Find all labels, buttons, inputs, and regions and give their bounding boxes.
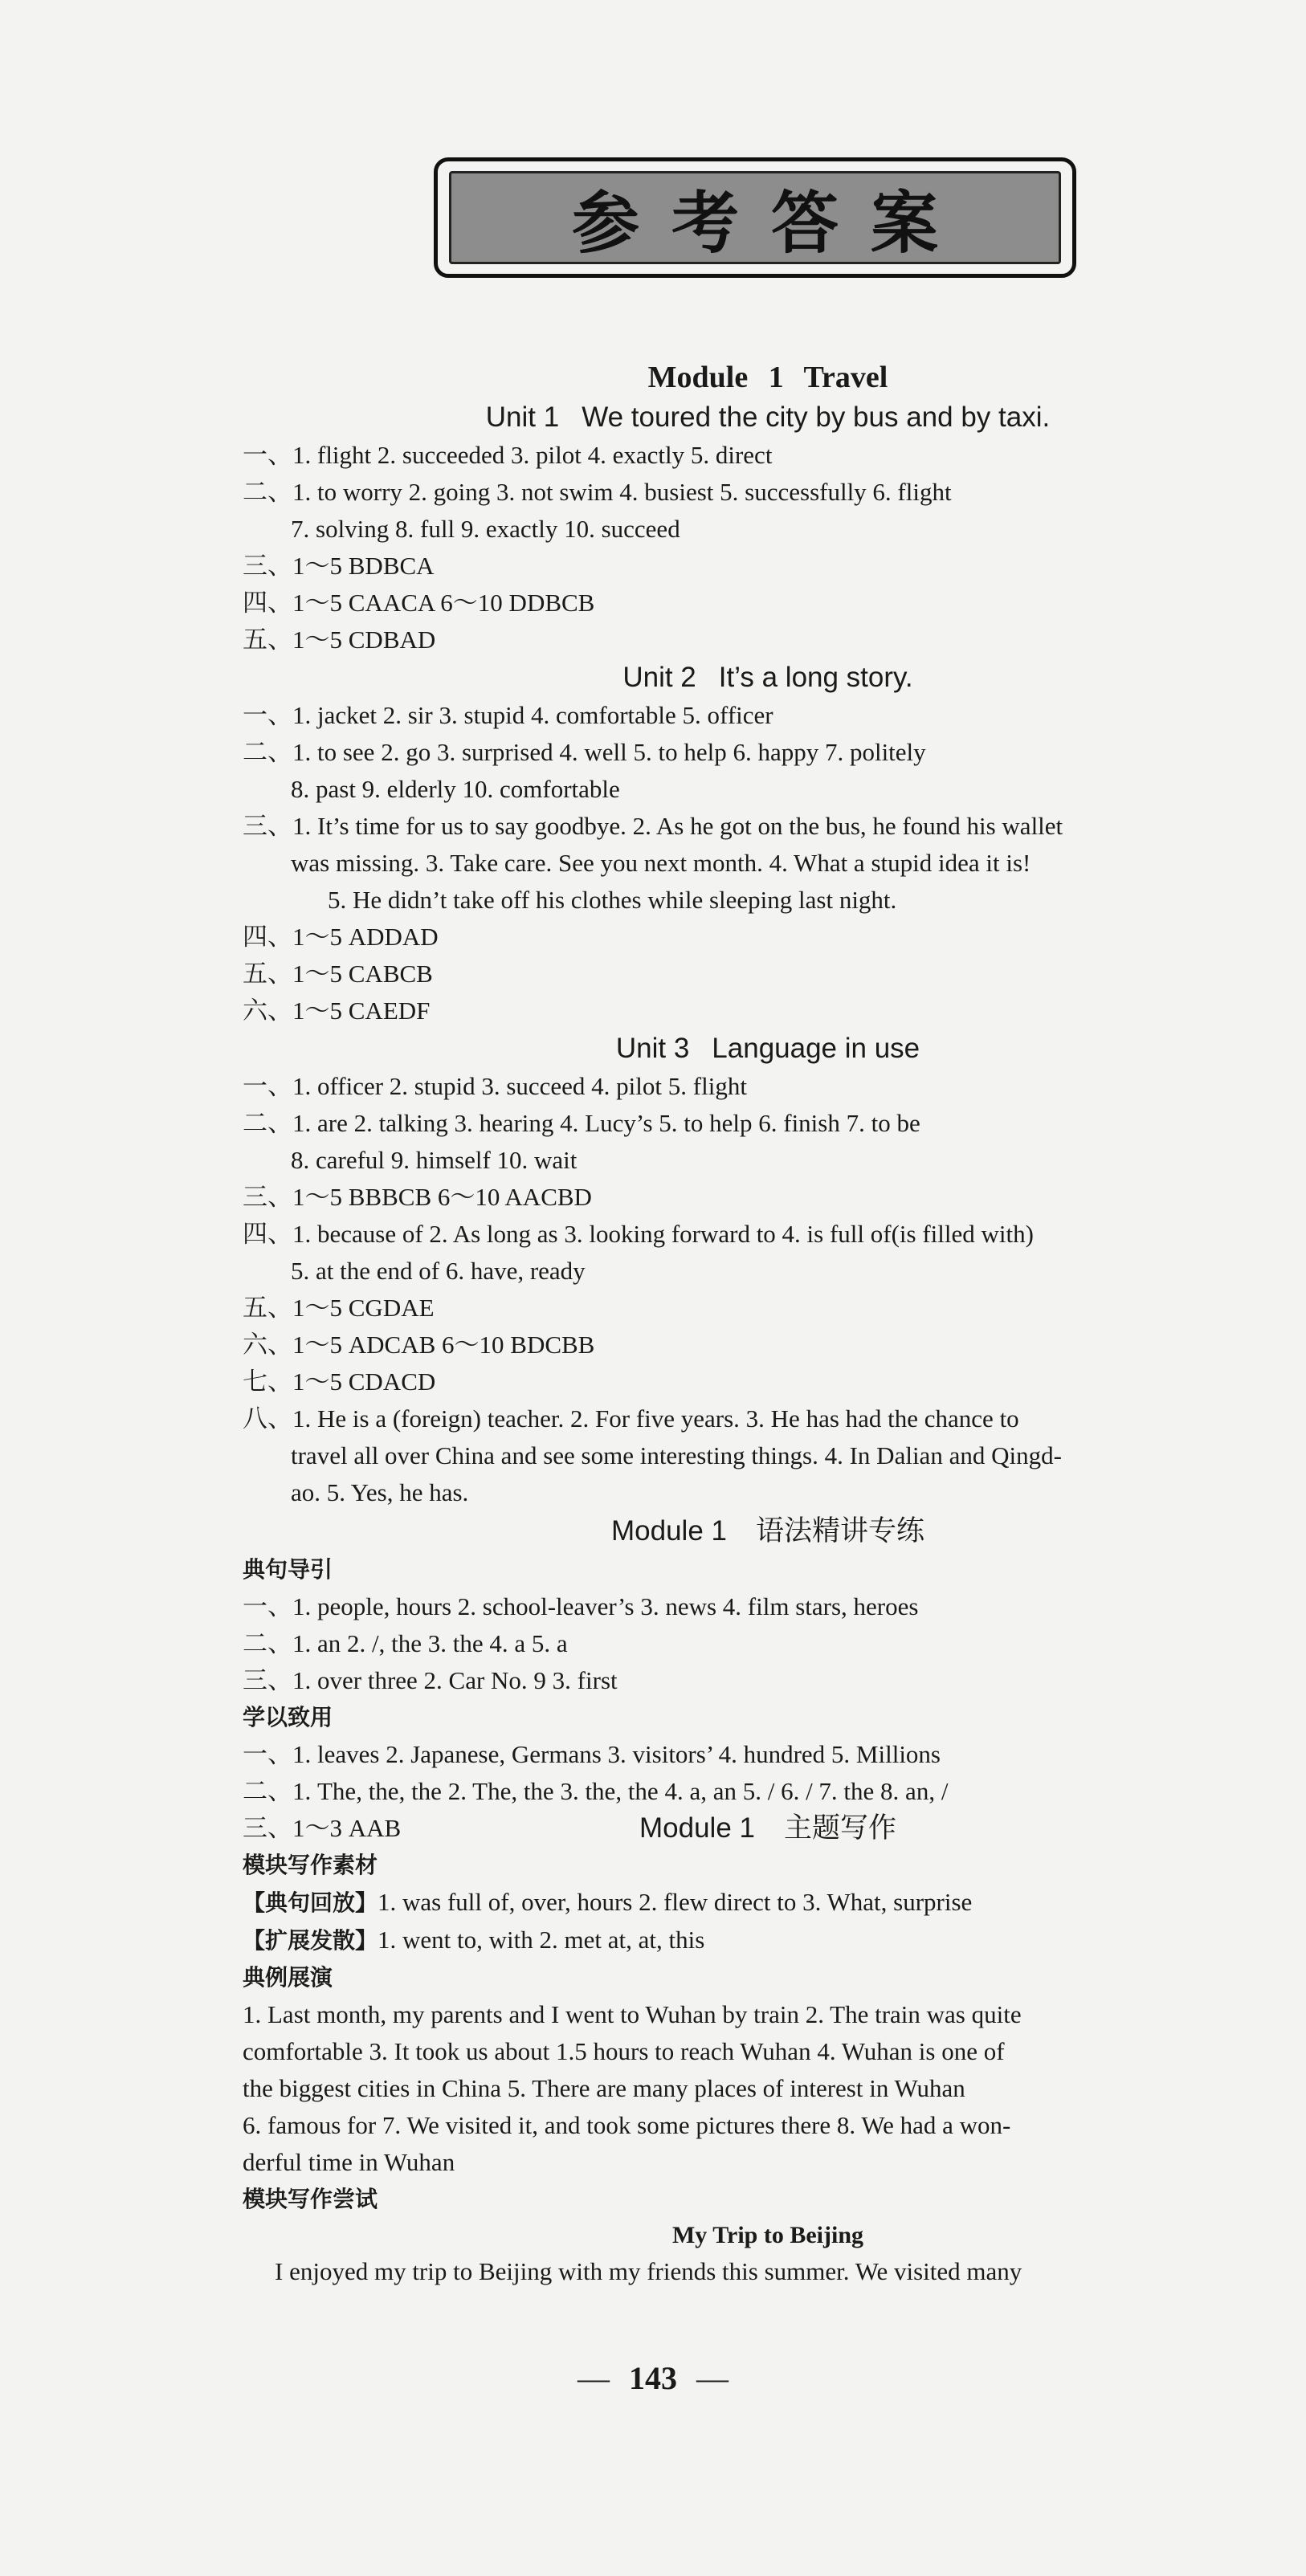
grammar-heading: [267, 1511, 1269, 1551]
grammar-module-number: Module 1: [611, 1515, 727, 1547]
answer-key-banner: [434, 157, 1076, 278]
example-line-4: 6. famous for 7. We visited it, and took some pictures there 8. We had a won-: [243, 2111, 1011, 2139]
unit2-line-5: 四、1～5 ADDAD: [243, 923, 439, 951]
page-number-dash-right: —: [696, 2360, 729, 2396]
unit2-line-4c: 5. He didn’t take off his clothes while sleeping last night.: [328, 886, 897, 914]
unit1-line-2: 二、1. to worry 2. going 3. not swim 4. busiest 5. successfully 6. flight: [243, 478, 952, 506]
unit3-line-8: 七、1～5 CDACD: [243, 1367, 436, 1396]
writing-module-number: Module 1: [639, 1812, 755, 1844]
writing-title: 主题写作: [783, 1812, 896, 1844]
unit3-line-9c: ao. 5. Yes, he has.: [291, 1478, 469, 1506]
grammar-subhead-2: 学以致用: [243, 1704, 333, 1730]
grammar-line-1: 一、1. people, hours 2. school-leaver’s 3. news 4. film stars, heroes: [243, 1592, 919, 1620]
unit2-line-4a: 三、1. It’s time for us to say goodbye. 2. As he got on the bus, he found his wallet: [243, 812, 1063, 840]
unit3-line-6: 五、1～5 CGDAE: [243, 1294, 435, 1322]
unit2-line-2: 二、1. to see 2. go 3. surprised 4. well 5. to help 6. happy 7. politely: [243, 738, 926, 766]
grammar-title: 语法精讲专练: [755, 1515, 924, 1547]
writing-tag-1: 【典句回放】: [243, 1889, 378, 1916]
unit3-line-1: 一、1. officer 2. stupid 3. succeed 4. pilot 5. flight: [243, 1072, 747, 1100]
unit1-line-4: 三、1～5 BDBCA: [243, 552, 435, 580]
essay-first-line: I enjoyed my trip to Beijing with my friends this summer. We visited many: [275, 2257, 1022, 2285]
banner-title: 参考答案: [571, 183, 970, 263]
grammar-line-4: 一、1. leaves 2. Japanese, Germans 3. visitors’ 4. hundred 5. Millions: [243, 1740, 941, 1768]
unit1-line-1: 一、1. flight 2. succeeded 3. pilot 4. exactly 5. direct: [243, 441, 773, 469]
unit3-line-3: 8. careful 9. himself 10. wait: [291, 1146, 577, 1174]
unit3-line-5b: 5. at the end of 6. have, ready: [291, 1257, 586, 1285]
unit2-heading: [267, 658, 1269, 697]
unit3-title: Language in use: [712, 1033, 920, 1064]
unit3-number: Unit 3: [615, 1033, 690, 1064]
unit3-heading: [267, 1029, 1269, 1068]
grammar-line-2: 二、1. an 2. /, the 3. the 4. a 5. a: [243, 1629, 568, 1657]
example-line-3: the biggest cities in China 5. There are many places of interest in Wuhan: [243, 2074, 965, 2102]
unit1-line-6: 五、1～5 CDBAD: [243, 626, 436, 654]
unit2-line-4b: was missing. 3. Take care. See you next month. 4. What a stupid idea it is!: [291, 849, 1031, 877]
writing-subhead-1: 模块写作素材: [243, 1852, 378, 1878]
page-number-value: 143: [629, 2360, 677, 2396]
unit2-number: Unit 2: [622, 662, 696, 693]
unit1-title: We toured the city by bus and by taxi.: [582, 401, 1051, 433]
unit2-line-3: 8. past 9. elderly 10. comfortable: [291, 775, 620, 803]
example-line-5: derful time in Wuhan: [243, 2148, 455, 2176]
unit3-line-2: 二、1. are 2. talking 3. hearing 4. Lucy’s 5. to help 6. finish 7. to be: [243, 1109, 920, 1137]
essay-title: My Trip to Beijing: [671, 2222, 864, 2248]
grammar-line-3: 三、1. over three 2. Car No. 9 3. first: [243, 1666, 618, 1694]
writing-tag-2: 【扩展发散】: [243, 1927, 378, 1954]
writing-line-2: [243, 1922, 1269, 1959]
unit2-line-1: 一、1. jacket 2. sir 3. stupid 4. comfortable 5. officer: [243, 701, 773, 729]
unit1-heading: [267, 398, 1269, 437]
writing-text-2: 1. went to, with 2. met at, at, this: [378, 1926, 705, 1954]
grammar-line-5: 二、1. The, the, the 2. The, the 3. the, the 4. a, an 5. / 6. / 7. the 8. an, /: [243, 1777, 949, 1805]
grammar-subhead-1: 典句导引: [243, 1556, 333, 1583]
example-line-2: comfortable 3. It took us about 1.5 hours to reach Wuhan 4. Wuhan is one of: [243, 2037, 1005, 2065]
unit3-line-4: 三、1～5 BBBCB 6～10 AACBD: [243, 1183, 592, 1211]
module-number: Module 1: [647, 361, 784, 394]
unit1-line-3: 7. solving 8. full 9. exactly 10. succeed: [291, 515, 680, 543]
unit3-line-9a: 八、1. He is a (foreign) teacher. 2. For five years. 3. He has had the chance to: [243, 1404, 1019, 1433]
banner-inner: [449, 171, 1061, 264]
writing-subhead-2: 典例展演: [243, 1964, 333, 1991]
page-number: [0, 2359, 1306, 2397]
writing-subhead-3: 模块写作尝试: [243, 2186, 378, 2212]
unit1-line-5: 四、1～5 CAACA 6～10 DDBCB: [243, 589, 595, 617]
writing-line-1: [243, 1884, 1269, 1922]
example-line-1: 1. Last month, my parents and I went to Wuhan by train 2. The train was quite: [243, 2000, 1022, 2028]
unit2-title: It’s a long story.: [718, 662, 913, 693]
module-heading: [267, 357, 1269, 398]
writing-text-1: 1. was full of, over, hours 2. flew direct to 3. What, surprise: [378, 1888, 973, 1916]
unit3-line-7: 六、1～5 ADCAB 6～10 BDCBB: [243, 1331, 595, 1359]
page-number-dash-left: —: [577, 2360, 610, 2396]
unit3-line-9b: travel all over China and see some interesting things. 4. In Dalian and Qingd-: [291, 1441, 1062, 1469]
unit2-line-6: 五、1～5 CABCB: [243, 960, 433, 988]
grammar-writing-row: [243, 1810, 1269, 1847]
grammar-line-6: 三、1～3 AAB: [243, 1814, 402, 1842]
module-name: Travel: [803, 361, 888, 394]
unit3-line-5a: 四、1. because of 2. As long as 3. looking forward to 4. is full of(is filled with): [243, 1220, 1034, 1248]
writing-heading: [267, 1808, 1269, 1848]
answer-content: [243, 353, 1269, 2290]
unit1-number: Unit 1: [485, 401, 560, 433]
unit2-line-7: 六、1～5 CAEDF: [243, 997, 431, 1025]
